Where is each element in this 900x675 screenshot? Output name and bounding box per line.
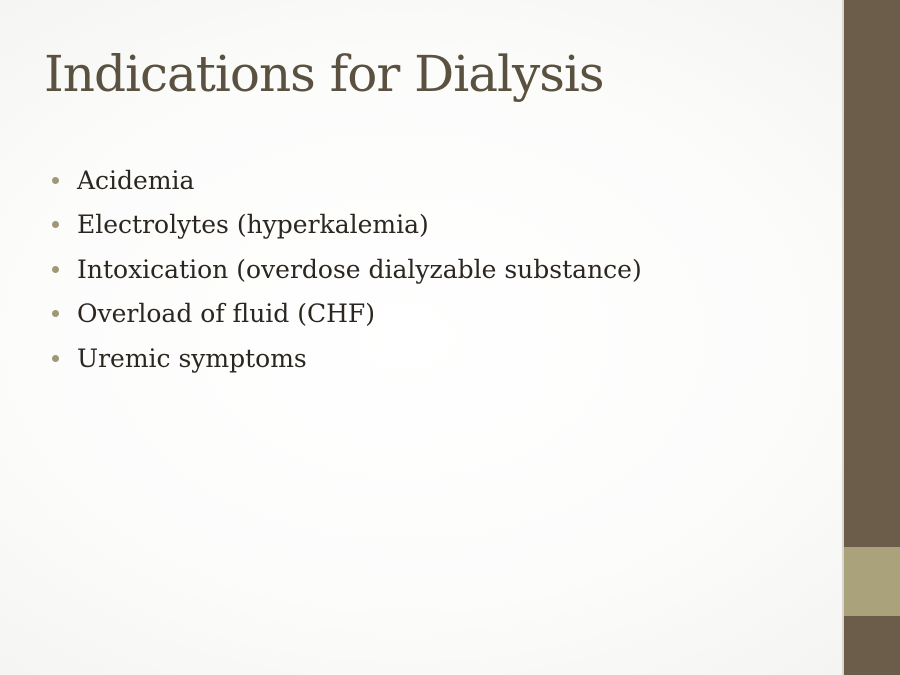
bullet-text: Overload of fluid (CHF) (77, 299, 376, 329)
bullet-text: Acidemia (77, 165, 195, 195)
bullet-text: Electrolytes (hyperkalemia) (77, 210, 429, 240)
bullet-text: Uremic symptoms (77, 343, 307, 373)
bullet-dot-icon (52, 355, 59, 362)
bullet-dot-icon (52, 177, 59, 184)
bullet-item (52, 292, 642, 337)
bullet-item (52, 336, 642, 381)
bullet-list (52, 158, 642, 381)
bullet-item (52, 203, 642, 248)
slide-title: Indications for Dialysis (44, 45, 604, 103)
bullet-text: Intoxication (overdose dialyzable substance) (77, 254, 642, 284)
bullet-item (52, 247, 642, 292)
sidebar-accent-block (844, 547, 900, 616)
bullet-item (52, 158, 642, 203)
bullet-dot-icon (52, 310, 59, 317)
bullet-dot-icon (52, 221, 59, 228)
bullet-dot-icon (52, 266, 59, 273)
